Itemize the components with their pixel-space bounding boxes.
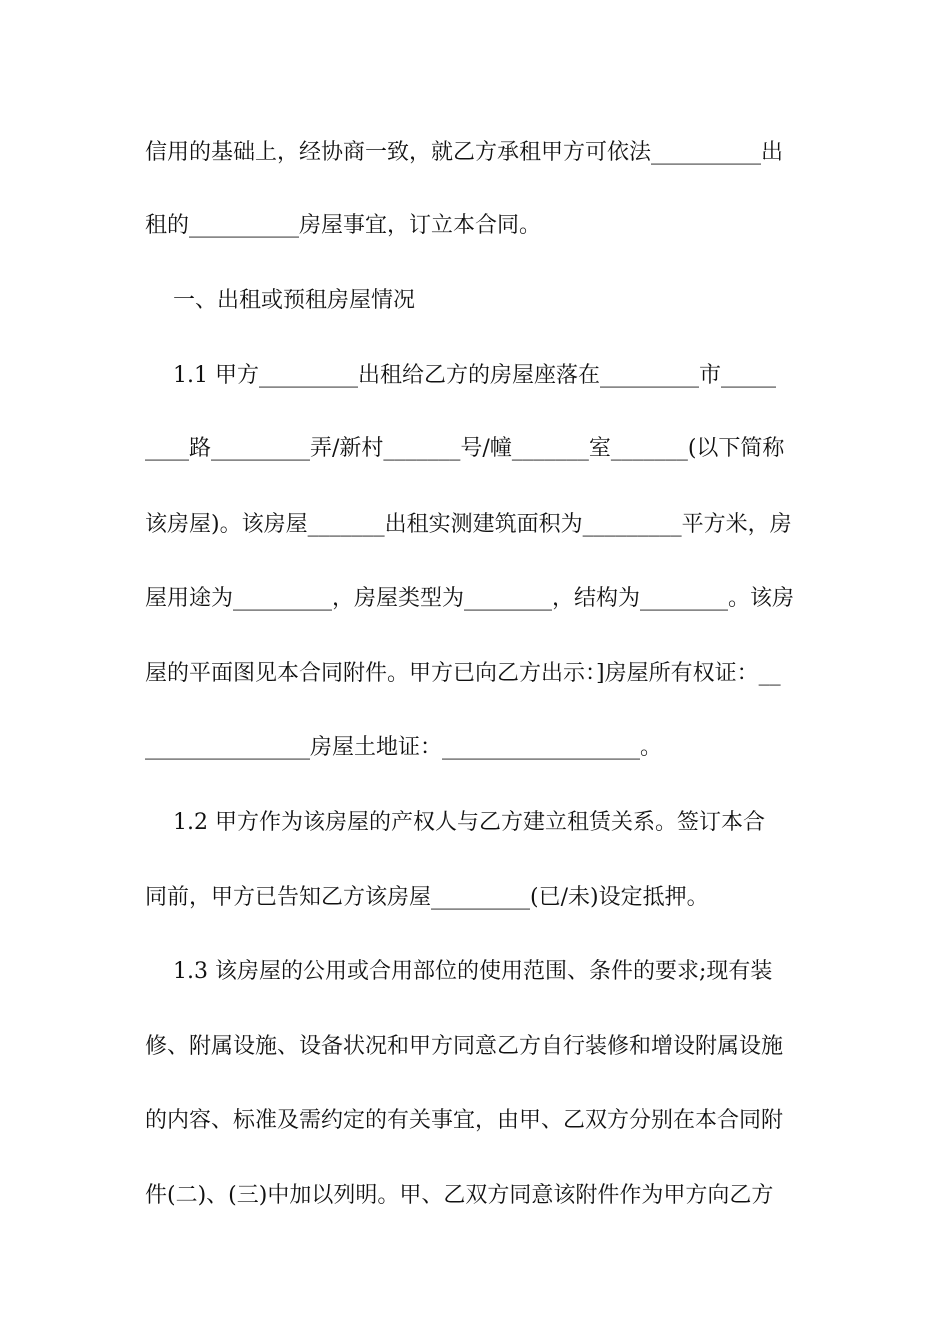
paragraph-line: 信用的基础上，经协商一致，就乙方承租甲方可依法__________出 [145,140,784,165]
paragraph-line: 该房屋)。该房屋_______出租实测建筑面积为_________平方米，房 [145,512,792,537]
paragraph-line: _______________房屋土地证：__________________。 [145,735,663,760]
paragraph-line: 屋的平面图见本合同附件。甲方已向乙方出示：]房屋所有权证：__ [145,661,781,686]
paragraph-line: ____路_________弄/新村_______号/幢_______室_______(以下简称 [145,436,785,461]
paragraph-line: 修、附属设施、设备状况和甲方同意乙方自行装修和增设附属设施 [145,1034,784,1059]
paragraph-line: 1.1 甲方_________出租给乙方的房屋座落在_________市_____ [145,363,776,388]
paragraph-line: 件(二)、(三)中加以列明。甲、乙双方同意该附件作为甲方向乙方 [145,1183,774,1208]
paragraph-line: 1.3 该房屋的公用或合用部位的使用范围、条件的要求;现有装 [145,959,773,984]
section-heading: 一、出租或预租房屋情况 [145,288,415,313]
paragraph-line: 租的__________房屋事宜，订立本合同。 [145,213,542,238]
paragraph-line: 1.2 甲方作为该房屋的产权人与乙方建立租赁关系。签订本合 [145,810,765,835]
paragraph-line: 的内容、标准及需约定的有关事宜，由甲、乙双方分别在本合同附 [145,1108,784,1133]
paragraph-line: 屋用途为_________，房屋类型为________，结构为________。该房 [145,586,795,611]
paragraph-line: 同前，甲方已告知乙方该房屋_________(已/未)设定抵押。 [145,885,709,910]
